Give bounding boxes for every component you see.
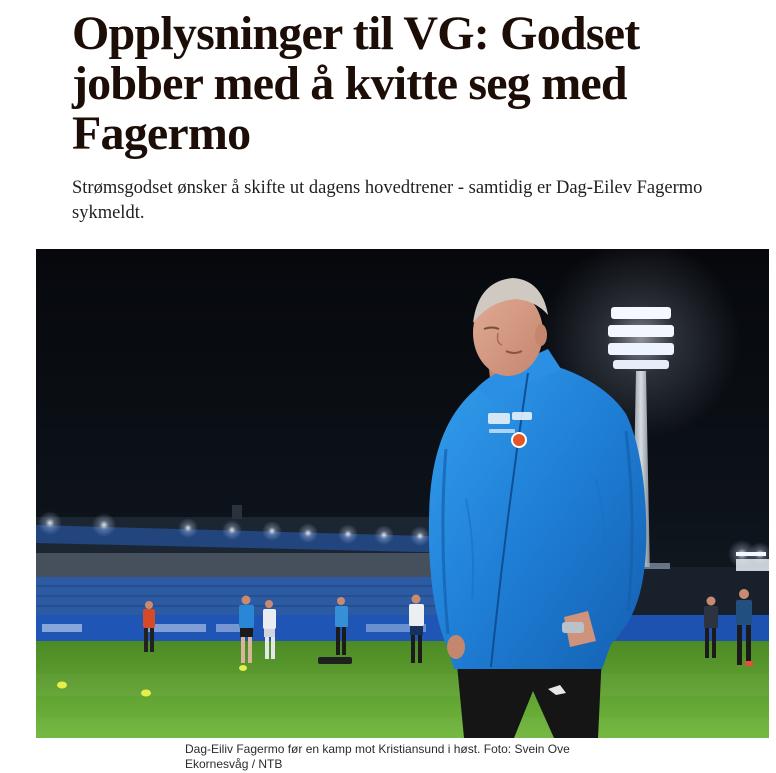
article-lead: Strømsgodset ønsker å skifte ut dagens hovedtrener - samtidig er Dag-Eilev Fagermo sykmeldt. [72,178,703,223]
article-photo [36,249,769,738]
pitch [36,641,769,738]
article-headline: Opplysninger til VG: Godset jobber med å kvitte seg med Fagermo [72,7,640,160]
photo-caption: Dag-Eiliv Fagermo før en kamp mot Kristiansund i høst. Foto: Svein Ove Ekornesvåg / NTB [185,742,570,771]
photo-scene [36,249,769,738]
